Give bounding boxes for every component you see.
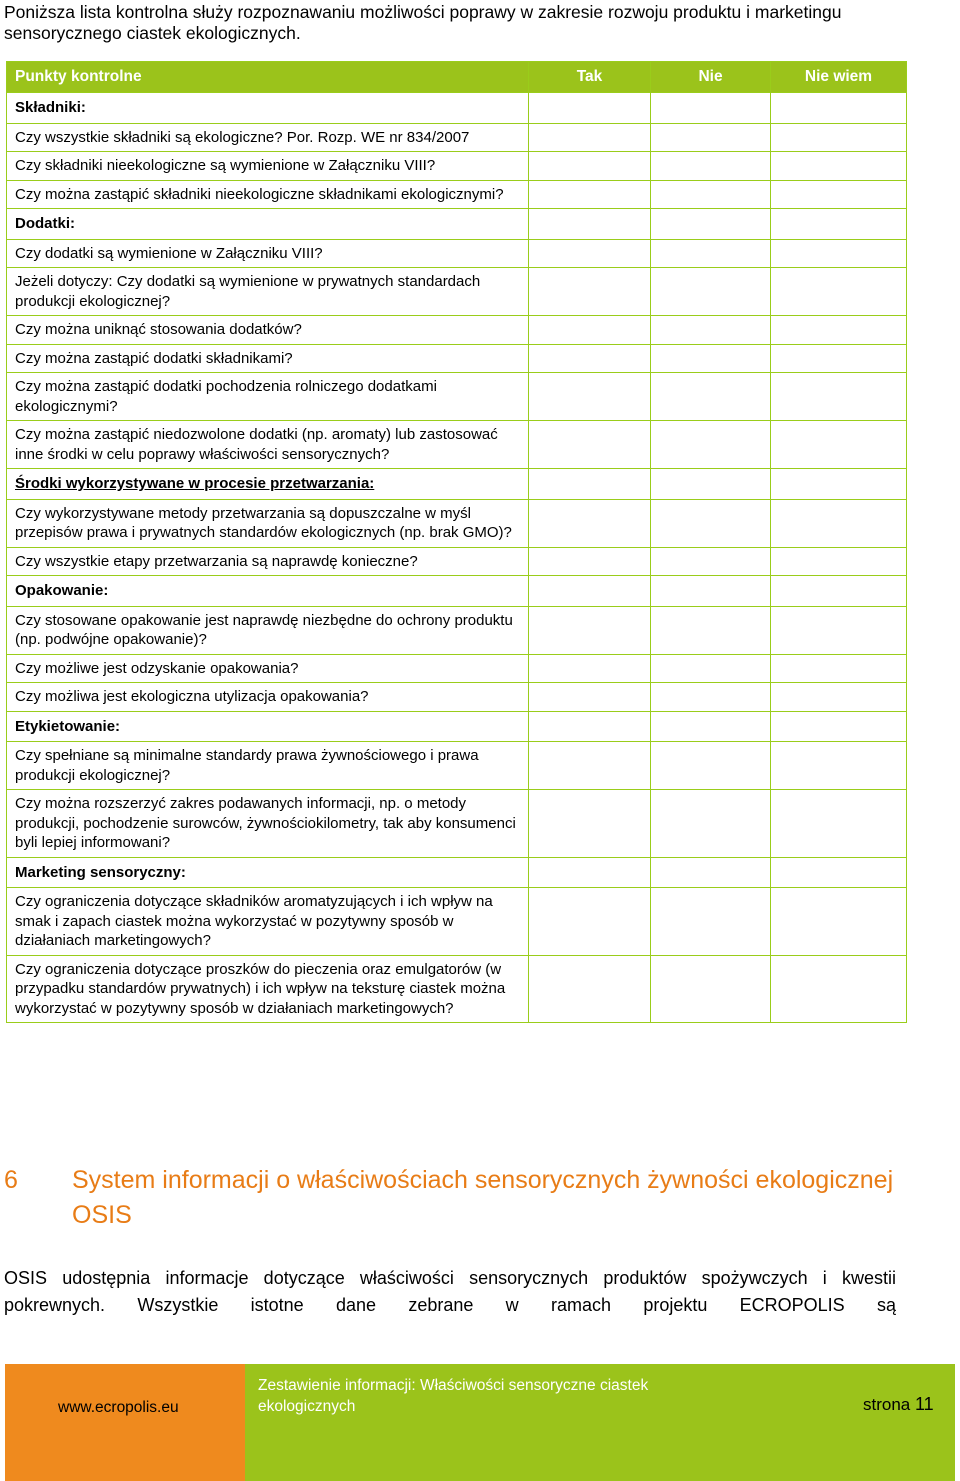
page-label: strona [863,1395,911,1414]
answer-no-cell[interactable] [651,547,771,576]
section-label [7,93,529,124]
question-row [7,268,907,316]
question-row [7,547,907,576]
answer-no-cell[interactable] [651,209,771,240]
question-text [7,239,529,268]
answer-yes-cell[interactable] [529,857,651,888]
answer-dont-know-cell[interactable] [771,152,907,181]
answer-yes-cell[interactable] [529,790,651,858]
answer-dont-know-cell[interactable] [771,123,907,152]
answer-dont-know-cell[interactable] [771,180,907,209]
answer-no-cell[interactable] [651,421,771,469]
answer-dont-know-cell[interactable] [771,93,907,124]
answer-dont-know-cell[interactable] [771,606,907,654]
cell-text: Jeżeli dotyczy: Czy dodatki są wymienione w prywatnych standardach produkcji ekologicznej? [15,273,481,310]
answer-no-cell[interactable] [651,316,771,345]
answer-yes-cell[interactable] [529,499,651,547]
answer-yes-cell[interactable] [529,373,651,421]
answer-yes-cell[interactable] [529,547,651,576]
answer-yes-cell[interactable] [529,344,651,373]
page-number-value: 11 [914,1394,934,1414]
section-number: 6 [4,1166,18,1194]
question-text [7,742,529,790]
section-body: OSIS udostępnia informacje dotyczące właściwości sensorycznych produktów spożywczych i kwestii pokrewnych. Wszystkie istotne dane zebrane w ramach projektu ECROPOLIS są [4,1268,896,1315]
header-checkpoints: Punkty kontrolne [7,62,529,93]
answer-dont-know-cell[interactable] [771,373,907,421]
section-row [7,93,907,124]
cell-text: Czy składniki nieekologiczne są wymienione w Załączniku VIII? [15,157,436,174]
section-row [7,711,907,742]
answer-dont-know-cell[interactable] [771,857,907,888]
footer-url: www.ecropolis.eu [58,1399,179,1416]
answer-no-cell[interactable] [651,373,771,421]
answer-no-cell[interactable] [651,499,771,547]
answer-yes-cell[interactable] [529,180,651,209]
page-footer [5,1364,955,1481]
question-text [7,268,529,316]
cell-text: Czy możliwe jest odzyskanie opakowania? [15,659,299,677]
cell-text: Czy wszystkie etapy przetwarzania są naprawdę konieczne? [15,552,418,570]
answer-no-cell[interactable] [651,955,771,1023]
question-row [7,955,907,1023]
answer-dont-know-cell[interactable] [771,683,907,712]
answer-yes-cell[interactable] [529,421,651,469]
cell-text: Etykietowanie: [15,717,121,735]
question-row [7,790,907,858]
answer-yes-cell[interactable] [529,123,651,152]
answer-dont-know-cell[interactable] [771,344,907,373]
answer-dont-know-cell[interactable] [771,742,907,790]
question-text [7,654,529,683]
answer-no-cell[interactable] [651,239,771,268]
cell-text: Czy stosowane opakowanie jest naprawdę niezbędne do ochrony produktu (np. podwójne opakowanie)? [15,611,513,648]
section-row [7,469,907,500]
answer-no-cell[interactable] [651,742,771,790]
question-text [7,499,529,547]
answer-dont-know-cell[interactable] [771,268,907,316]
answer-yes-cell[interactable] [529,93,651,124]
cell-text: Czy dodatki są wymienione w Załączniku VIII? [15,244,323,262]
cell-text: Czy można zastąpić dodatki pochodzenia rolniczego dodatkami ekologicznymi? [15,378,437,415]
cell-text: Czy można zastąpić składniki nieekologiczne składnikami ekologicznymi? [15,185,504,203]
cell-text: Opakowanie: [15,582,109,599]
header-no: Nie [651,62,771,93]
footer-orange-band [5,1364,245,1481]
question-text [7,180,529,209]
cell-text: Środki wykorzystywane w procesie przetwarzania: [15,475,375,492]
answer-no-cell[interactable] [651,857,771,888]
answer-dont-know-cell[interactable] [771,421,907,469]
answer-dont-know-cell[interactable] [771,547,907,576]
section-row [7,576,907,607]
cell-text: Czy wykorzystywane metody przetwarzania są dopuszczalne w myśl przepisów prawa i prywatnych standardów ekologicznych (np. brak GMO)? [15,504,512,541]
section-label [7,711,529,742]
answer-yes-cell[interactable] [529,316,651,345]
question-text [7,547,529,576]
answer-yes-cell[interactable] [529,606,651,654]
question-row [7,373,907,421]
question-row [7,239,907,268]
section-label [7,469,529,500]
cell-text: Czy możliwa jest ekologiczna utylizacja opakowania? [15,688,369,705]
answer-yes-cell[interactable] [529,711,651,742]
answer-dont-know-cell[interactable] [771,888,907,956]
answer-no-cell[interactable] [651,606,771,654]
question-text [7,421,529,469]
answer-dont-know-cell[interactable] [771,469,907,500]
question-text [7,123,529,152]
answer-dont-know-cell[interactable] [771,499,907,547]
answer-dont-know-cell[interactable] [771,955,907,1023]
question-row [7,683,907,712]
section-label [7,576,529,607]
question-row [7,123,907,152]
question-row [7,421,907,469]
answer-no-cell[interactable] [651,123,771,152]
cell-text: Czy można rozszerzyć zakres podawanych informacji, np. o metody produkcji, pochodzenie surowców, żywnościokilometry, tak aby konsumenci byli lepiej informowani? [15,795,516,851]
question-text [7,344,529,373]
answer-no-cell[interactable] [651,888,771,956]
answer-no-cell[interactable] [651,93,771,124]
question-text [7,373,529,421]
header-yes: Tak [529,62,651,93]
footer-title: Zestawienie informacji: Właściwości sensoryczne ciastek ekologicznych [258,1377,649,1415]
cell-text: Czy można zastąpić dodatki składnikami? [15,349,293,367]
question-row [7,654,907,683]
answer-no-cell[interactable] [651,180,771,209]
answer-no-cell[interactable] [651,469,771,500]
answer-yes-cell[interactable] [529,955,651,1023]
question-text [7,888,529,956]
answer-yes-cell[interactable] [529,239,651,268]
section-row [7,209,907,240]
answer-no-cell[interactable] [651,683,771,712]
answer-dont-know-cell[interactable] [771,654,907,683]
answer-yes-cell[interactable] [529,469,651,500]
question-text [7,316,529,345]
question-row [7,180,907,209]
question-text [7,790,529,858]
answer-no-cell[interactable] [651,152,771,181]
answer-yes-cell[interactable] [529,654,651,683]
answer-no-cell[interactable] [651,711,771,742]
cell-text: Czy wszystkie składniki są ekologiczne? Por. Rozp. WE nr 834/2007 [15,128,470,146]
question-text [7,955,529,1023]
answer-no-cell[interactable] [651,344,771,373]
question-text [7,606,529,654]
intro-text: Poniższa lista kontrolna służy rozpoznawaniu możliwości poprawy w zakresie rozwoju produktu i marketingu sensorycznego ciastek ekologicznych. [4,2,842,43]
answer-no-cell[interactable] [651,268,771,316]
cell-text: Czy ograniczenia dotyczące składników aromatyzujących i ich wpływ na smak i zapach ciastek można wykorzystać w pozytywny sposób w działaniach marketingowych? [15,893,493,949]
question-text [7,683,529,712]
question-row [7,344,907,373]
answer-yes-cell[interactable] [529,742,651,790]
answer-yes-cell[interactable] [529,209,651,240]
cell-text: Składniki: [15,99,86,116]
answer-dont-know-cell[interactable] [771,711,907,742]
answer-yes-cell[interactable] [529,268,651,316]
page-number [863,1394,934,1415]
cell-text: Czy ograniczenia dotyczące proszków do pieczenia oraz emulgatorów (w przypadku standardów prywatnych) i ich wpływ na teksturę ciastek można wykorzystać w pozytywny sposób w działaniach marketingowych? [15,960,506,1017]
question-row [7,742,907,790]
answer-yes-cell[interactable] [529,152,651,181]
header-dont-know: Nie wiem [771,62,907,93]
checklist-header-row [7,62,907,93]
cell-text: Marketing sensoryczny: [15,863,186,881]
section-label [7,209,529,240]
cell-text: Czy spełniane są minimalne standardy prawa żywnościowego i prawa produkcji ekologicznej? [15,747,479,784]
answer-no-cell[interactable] [651,654,771,683]
answer-no-cell[interactable] [651,576,771,607]
section-label [7,857,529,888]
answer-dont-know-cell[interactable] [771,239,907,268]
answer-yes-cell[interactable] [529,888,651,956]
cell-text: Czy można uniknąć stosowania dodatków? [15,321,302,338]
question-row [7,499,907,547]
question-row [7,152,907,181]
answer-no-cell[interactable] [651,790,771,858]
answer-yes-cell[interactable] [529,576,651,607]
question-text [7,152,529,181]
answer-dont-know-cell[interactable] [771,790,907,858]
question-row [7,888,907,956]
cell-text: Dodatki: [15,215,75,232]
answer-dont-know-cell[interactable] [771,576,907,607]
question-row [7,606,907,654]
cell-text: Czy można zastąpić niedozwolone dodatki (np. aromaty) lub zastosować inne środki w celu poprawy właściwości sensorycznych? [15,426,498,463]
question-row [7,316,907,345]
section-title: System informacji o właściwościach sensorycznych żywności ekologicznej OSIS [72,1166,894,1229]
section-row [7,857,907,888]
answer-dont-know-cell[interactable] [771,209,907,240]
answer-yes-cell[interactable] [529,683,651,712]
checklist-table [6,61,907,1023]
answer-dont-know-cell[interactable] [771,316,907,345]
